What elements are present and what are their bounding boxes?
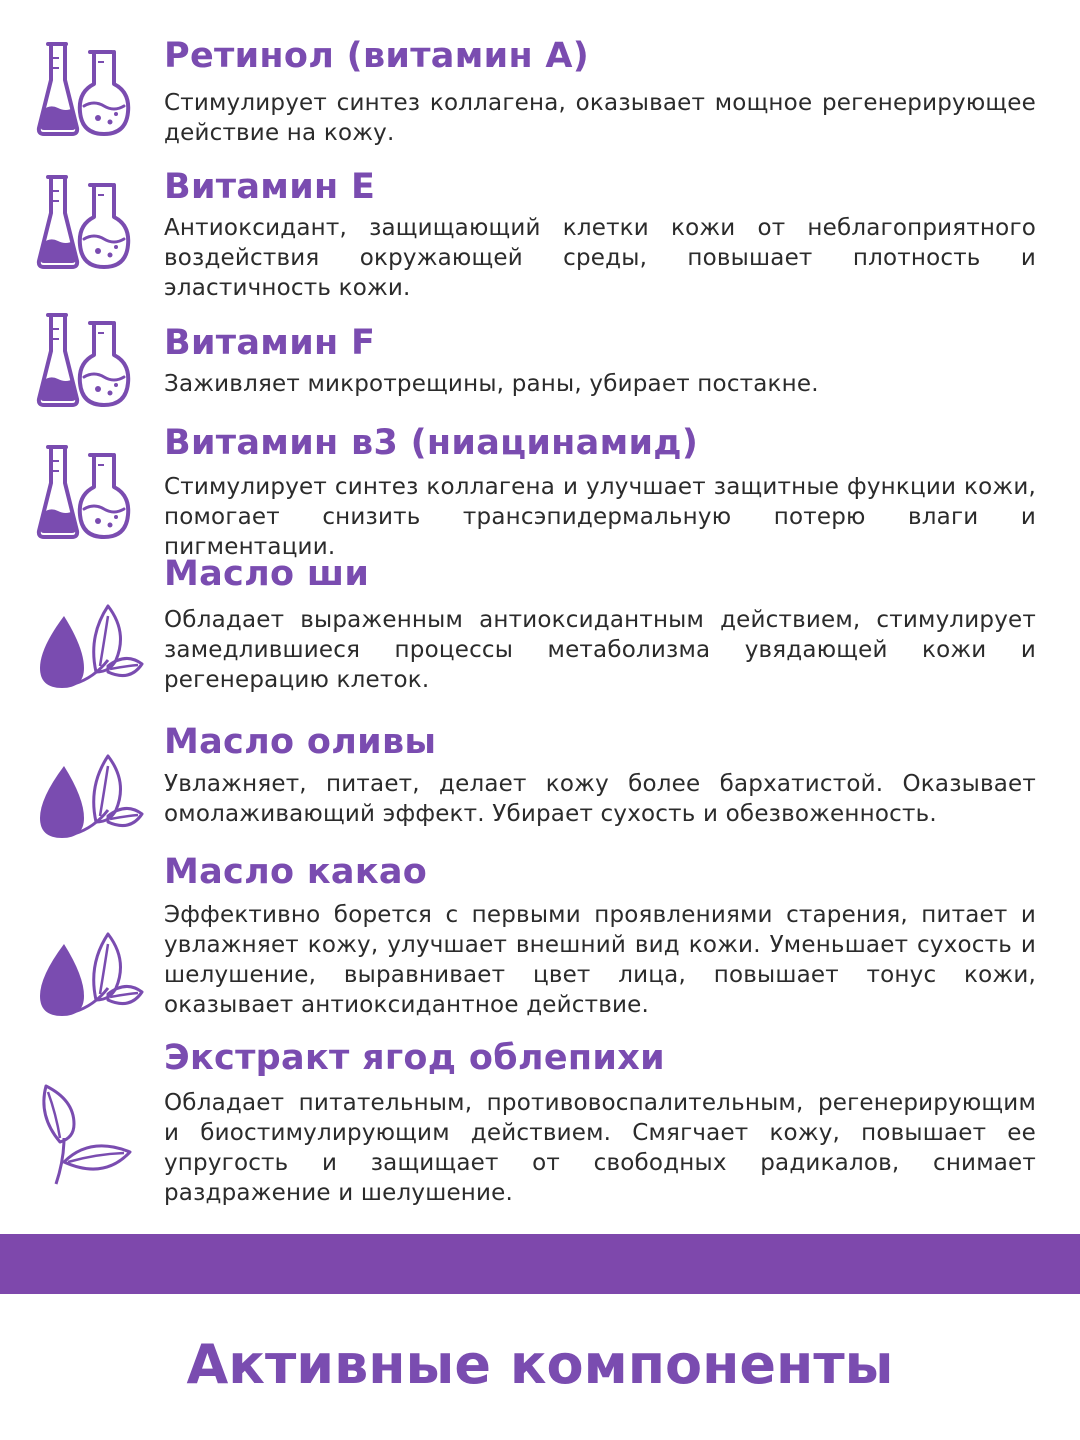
leaf-sprout-icon	[34, 1080, 146, 1192]
ingredient-title: Витамин в3 (ниацинамид)	[164, 423, 699, 463]
ingredient-description: Эффективно борется с первыми проявлениями старения, питает и увлажняет кожу, улучшает внешний вид кожи. Уменьшает сухость и шелушение, выравнивает цвет лица, повышает тонус кожи, оказывает антиоксидантное действие.	[164, 902, 1036, 1018]
oil-drop-leaf-icon	[34, 916, 146, 1028]
ingredient-description: Стимулирует синтез коллагена, оказывает мощное регенерирующее действие на кожу.	[164, 90, 1036, 146]
ingredient-title: Ретинол (витамин А)	[164, 36, 590, 76]
ingredient-title: Витамин F	[164, 323, 376, 363]
ingredient-title: Экстракт ягод облепихи	[164, 1038, 665, 1078]
ingredient-description: Антиоксидант, защищающий клетки кожи от неблагоприятного воздействия окружающей среды, повышает плотность и эластичность кожи.	[164, 215, 1036, 301]
page-title: Активные компоненты	[186, 1333, 894, 1396]
ingredient-title: Масло оливы	[164, 722, 437, 762]
ingredient-description: Обладает питательным, противовоспалительным, регенерирующим и биостимулирующим действием. Смягчает кожу, повышает ее упругость и защищает от свободных радикалов, снимает раздражение и шелушение.	[164, 1090, 1036, 1206]
ingredient-description: Обладает выраженным антиоксидантным действием, стимулирует замедлившиеся процессы метаболизма увядающей кожи и регенерацию клеток.	[164, 607, 1036, 693]
flasks-icon	[34, 441, 146, 553]
ingredient-description: Увлажняет, питает, делает кожу более бархатистой. Оказывает омолаживающий эффект. Убирает сухость и обезвоженность.	[164, 771, 1036, 827]
flasks-icon	[34, 171, 146, 283]
oil-drop-leaf-icon	[34, 588, 146, 700]
divider-band	[0, 1234, 1080, 1294]
ingredient-title: Масло ши	[164, 554, 370, 594]
flasks-icon	[34, 309, 146, 421]
ingredient-title: Витамин Е	[164, 167, 376, 207]
oil-drop-leaf-icon	[34, 738, 146, 850]
ingredient-description: Заживляет микротрещины, раны, убирает постакне.	[164, 371, 819, 397]
ingredient-description: Стимулирует синтез коллагена и улучшает защитные функции кожи, помогает снизить трансэпидермальную потерю влаги и пигментации.	[164, 474, 1036, 560]
ingredient-title: Масло какао	[164, 852, 428, 892]
flasks-icon	[34, 38, 146, 150]
